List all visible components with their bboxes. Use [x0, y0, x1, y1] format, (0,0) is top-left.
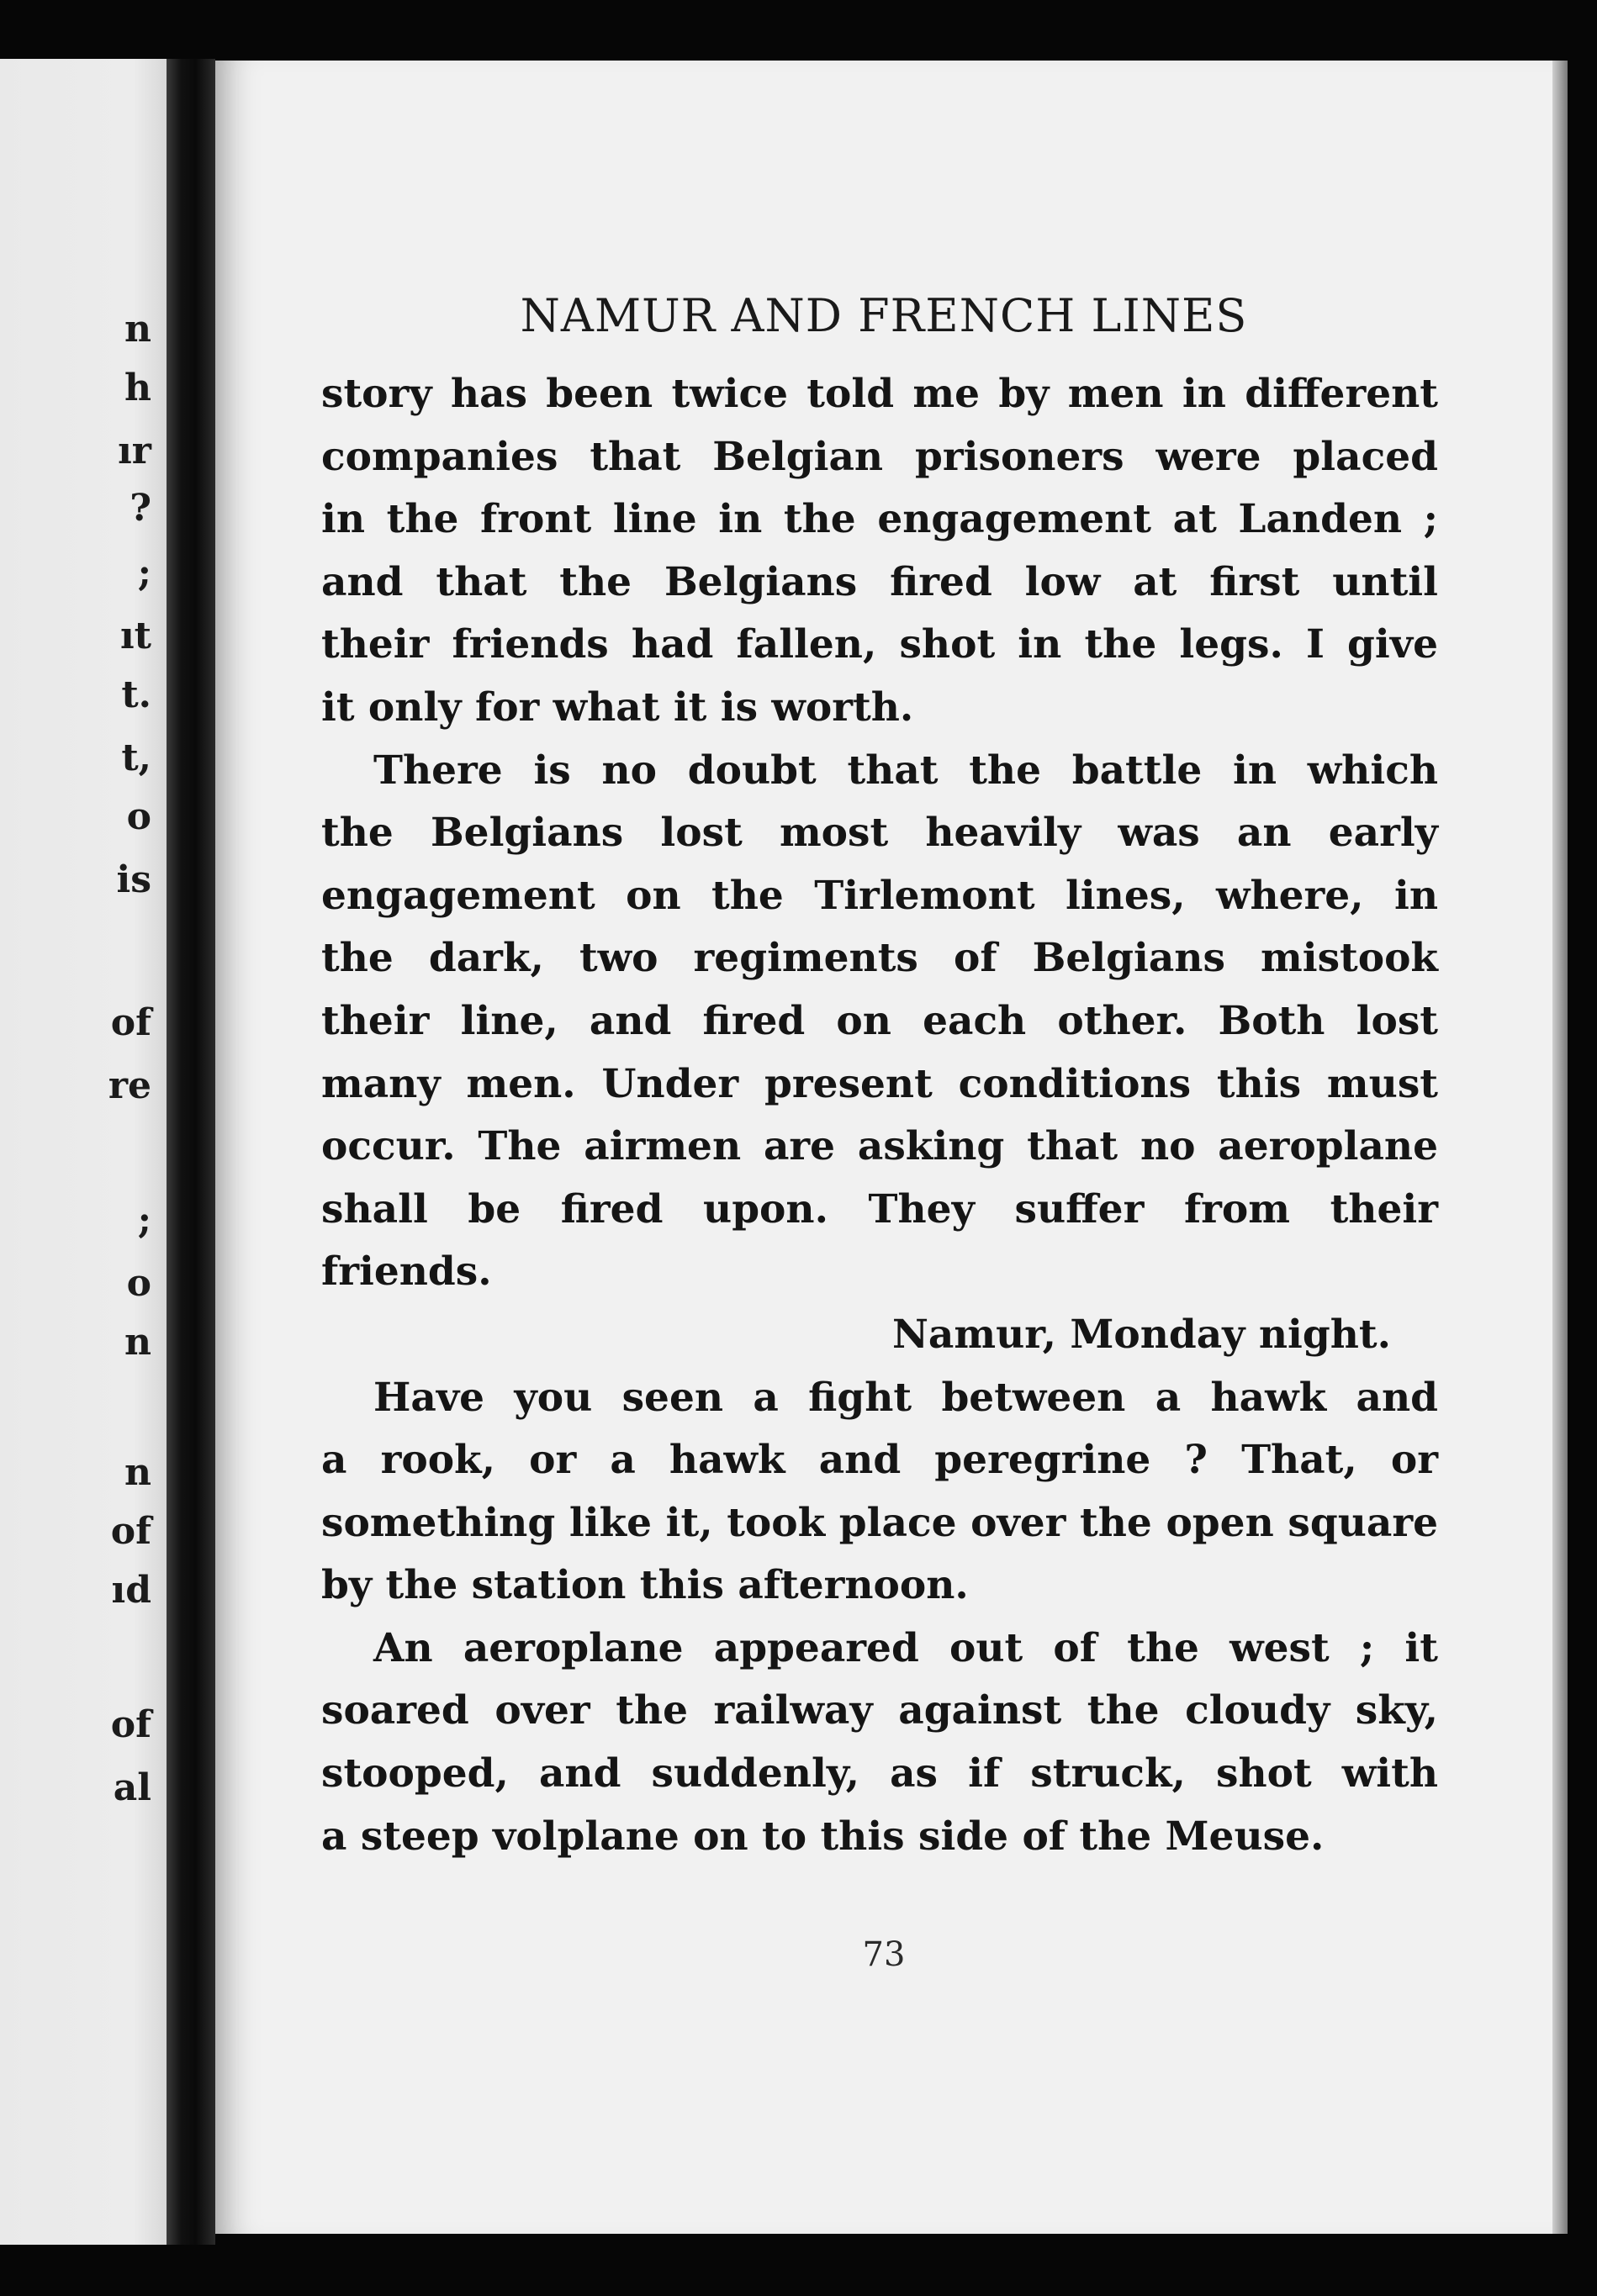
left-page-fragment: ? [130, 487, 151, 530]
body-text [321, 363, 1438, 1868]
text-line: soared over the railway against the cloudy sky, [321, 1687, 1438, 1734]
left-page-fragment: is [116, 858, 151, 901]
text-line: their friends had fallen, shot in the legs. I give [321, 621, 1438, 668]
paragraph [321, 740, 1438, 1304]
left-page-fragment: t. [121, 673, 151, 716]
text-line: a steep volplane on to this side of the Meuse. [321, 1813, 1325, 1860]
left-page-fragment: h [124, 367, 151, 409]
text-line: their line, and fired on each other. Both lost [321, 997, 1438, 1044]
text-line: by the station this afternoon. [321, 1562, 969, 1609]
left-page-fragment: n [124, 1451, 151, 1494]
text-line: the dark, two regiments of Belgians mistook [321, 935, 1438, 982]
left-page-fragment: t, [121, 736, 151, 779]
left-page-fragment: ıt [119, 615, 151, 657]
left-page-fragment: ıd [111, 1569, 151, 1612]
paragraph [321, 1367, 1438, 1618]
text-line: An aeroplane appeared out of the west ; it [373, 1624, 1438, 1671]
running-head: NAMUR AND FRENCH LINES [520, 289, 1248, 342]
text-line: There is no doubt that the battle in which [373, 747, 1438, 794]
left-page-fragment: of [110, 1001, 151, 1044]
text-line: story has been twice told me by men in different [321, 371, 1438, 417]
text-line: it only for what it is worth. [321, 684, 914, 731]
left-page-fragment: o [126, 795, 151, 838]
text-line: in the front line in the engagement at Landen ; [321, 496, 1438, 543]
page-number: 73 [862, 1935, 906, 1974]
right-page [215, 61, 1552, 2234]
left-page-fragment: of [110, 1510, 151, 1553]
left-page-fragment: ; [137, 1199, 151, 1242]
text-line: a rook, or a hawk and peregrine ? That, or [321, 1437, 1438, 1484]
book-gutter [167, 59, 215, 2245]
left-page-fragment: n [124, 308, 151, 351]
left-page-fragment: re [108, 1064, 151, 1107]
left-page-fragment: n [124, 1321, 151, 1364]
page-edge [1552, 61, 1568, 2234]
text-line: many men. Under present conditions this must [321, 1060, 1438, 1107]
dateline [321, 1304, 1438, 1367]
left-page-fragment: of [110, 1703, 151, 1746]
paragraph [321, 1618, 1438, 1868]
left-page-fragment: ır [118, 430, 151, 472]
text-line: the Belgians lost most heavily was an early [321, 810, 1438, 857]
text-line: stooped, and suddenly, as if struck, shot with [321, 1750, 1438, 1797]
left-page-fragment: ; [137, 552, 151, 594]
text-line: shall be fired upon. They suffer from their [321, 1185, 1438, 1232]
left-page-fragment: al [113, 1766, 151, 1809]
left-page-fragment: o [126, 1262, 151, 1305]
text-line: friends. [321, 1248, 492, 1296]
text-line: something like it, took place over the open square [321, 1499, 1438, 1546]
text-line: Have you seen a fight between a hawk and [373, 1374, 1438, 1421]
text-line: companies that Belgian prisoners were placed [321, 433, 1438, 480]
paragraph [321, 363, 1438, 740]
text-line: and that the Belgians fired low at first until [321, 558, 1438, 605]
text-line: Namur, Monday night. [891, 1311, 1391, 1358]
text-line: engagement on the Tirlemont lines, where, in [321, 872, 1438, 919]
text-line: occur. The airmen are asking that no aeroplane [321, 1123, 1438, 1170]
left-facing-page [0, 59, 167, 2245]
